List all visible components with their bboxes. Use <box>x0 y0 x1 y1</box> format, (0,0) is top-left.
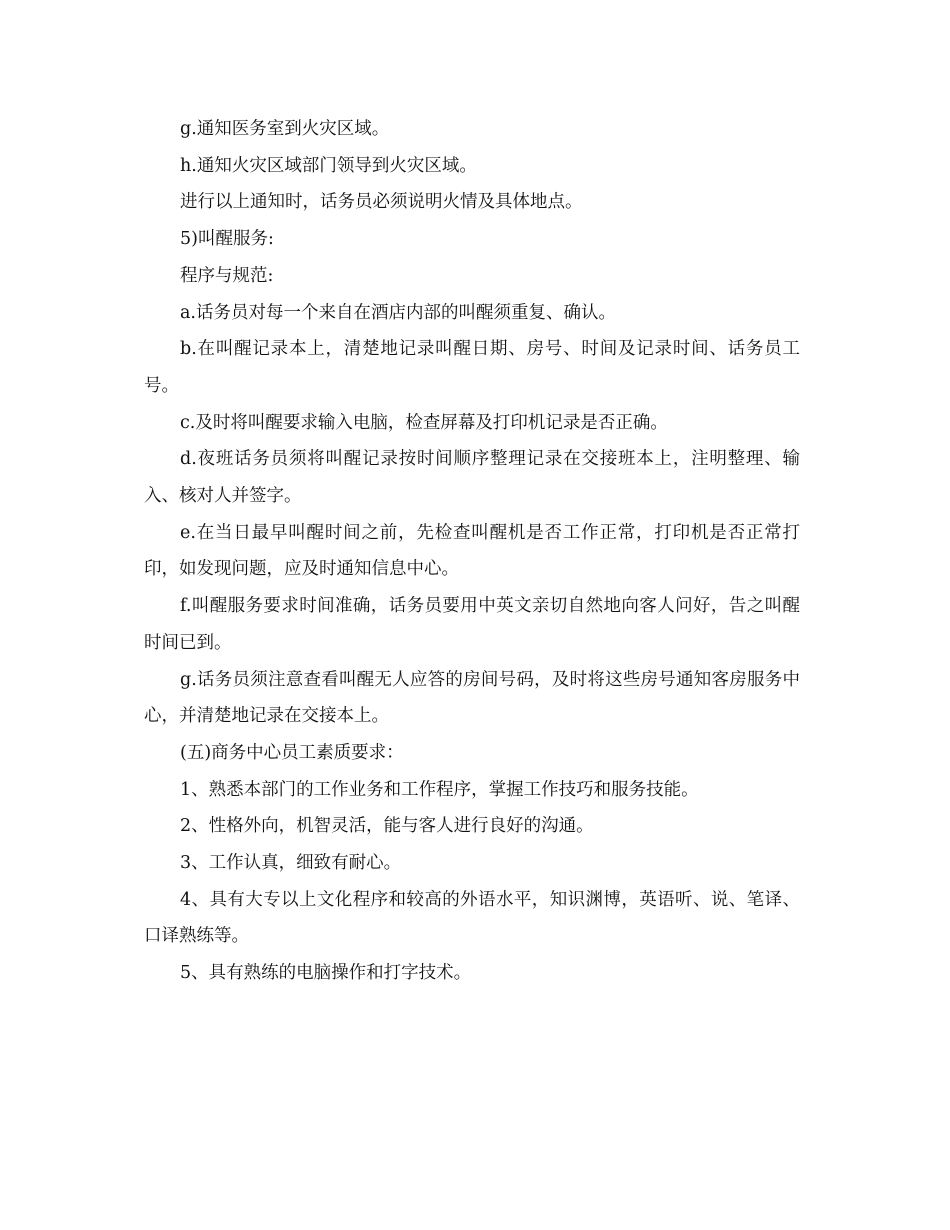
document-body <box>144 111 800 992</box>
requirement-item-1: 1、熟悉本部门的工作业务和工作程序，掌握工作技巧和服务技能。 <box>180 779 699 800</box>
subheading-procedure: 程序与规范: <box>180 265 274 286</box>
paragraph-h-notify-department: h.通知火灾区域部门领导到火灾区域。 <box>180 155 477 176</box>
requirement-item-3: 3、工作认真，细致有耐心。 <box>180 853 402 874</box>
paragraph-g-unanswered: g.话务员须注意查看叫醒无人应答的房间号码，及时将这些房号通知客房服务中心，并清楚地记录在交接本上。 <box>144 669 800 727</box>
paragraph-c: c.及时将叫醒要求输入电脑，检查屏幕及打印机记录是否正确。 <box>180 412 668 433</box>
requirement-item-4: 4、具有大专以上文化程序和较高的外语水平，知识渊博，英语听、说、笔译、口译熟练等。 <box>144 889 800 947</box>
paragraph-e: e.在当日最早叫醒时间之前，先检查叫醒机是否工作正常，打印机是否正常打印，如发现问题，应及时通知信息中心。 <box>144 522 800 580</box>
section-heading-business-center: (五)商务中心员工素质要求： <box>180 742 404 763</box>
paragraph-notification-note: 进行以上通知时，话务员必须说明火情及具体地点。 <box>180 192 583 213</box>
requirement-item-2: 2、性格外向，机智灵活，能与客人进行良好的沟通。 <box>180 816 594 837</box>
paragraph-f: f.叫醒服务要求时间准确，话务员要用中英文亲切自然地向客人问好，告之叫醒时间已到。 <box>144 596 800 653</box>
section-heading-wakeup-service: 5)叫醒服务: <box>180 229 274 250</box>
paragraph-g-notify-medical: g.通知医务室到火灾区域。 <box>180 119 390 139</box>
requirement-item-5: 5、具有熟练的电脑操作和打字技术。 <box>180 963 472 984</box>
paragraph-b: b.在叫醒记录本上，清楚地记录叫醒日期、房号、时间及记录时间、话务员工号。 <box>144 339 800 396</box>
paragraph-d: d.夜班话务员须将叫醒记录按时间顺序整理记录在交接班本上，注明整理、输入、核对人并签字。 <box>144 449 800 507</box>
paragraph-a: a.话务员对每一个来自在酒店内部的叫醒须重复、确认。 <box>180 302 616 323</box>
